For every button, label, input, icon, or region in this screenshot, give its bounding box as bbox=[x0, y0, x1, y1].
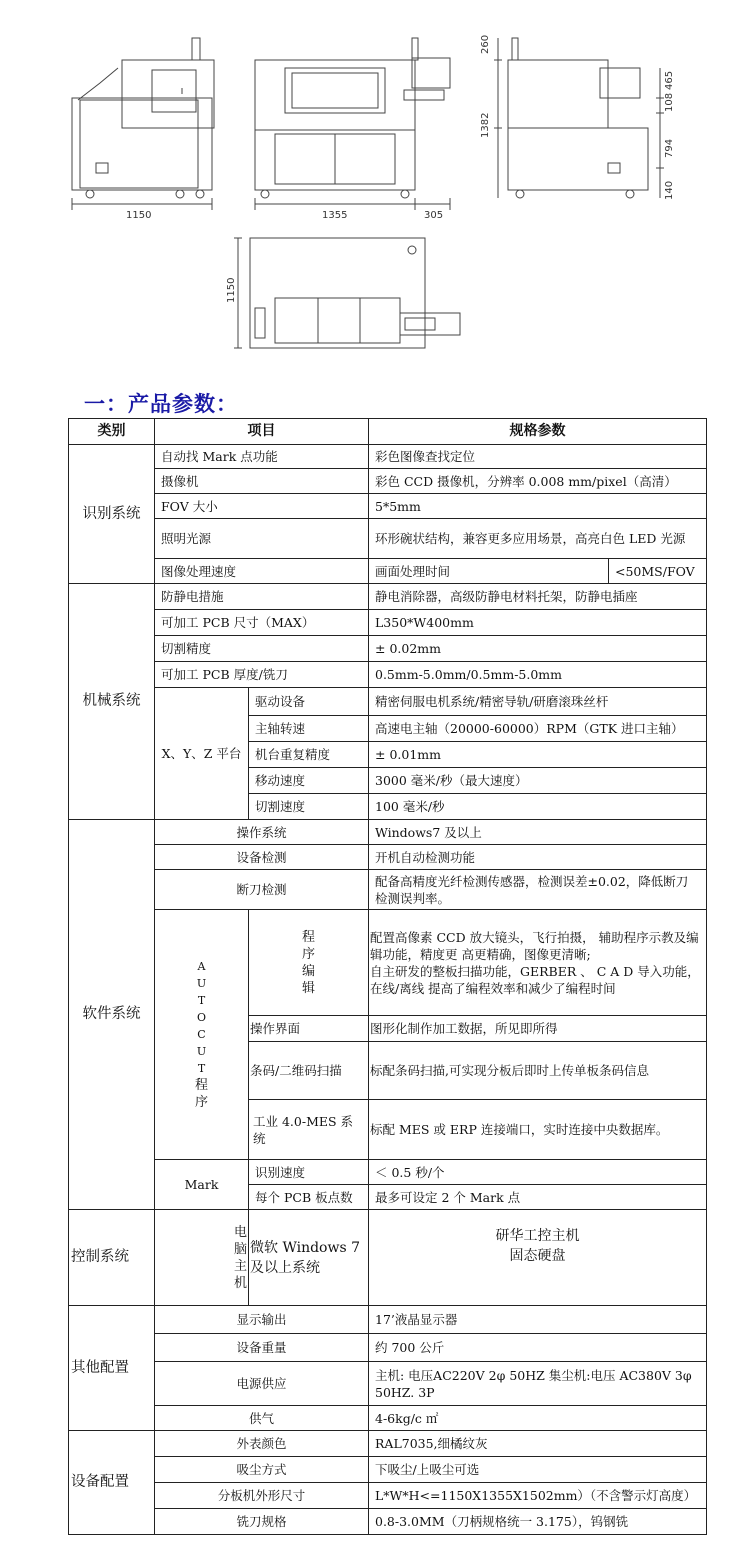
category-control: 控制系统 bbox=[69, 1210, 155, 1306]
item-cell: 切割速度 bbox=[249, 794, 369, 820]
spec-cell: 最多可设定 2 个 Mark 点 bbox=[369, 1185, 707, 1210]
item-cell: 每个 PCB 板点数 bbox=[249, 1185, 369, 1210]
item-cell: 可加工 PCB 尺寸（MAX） bbox=[155, 610, 369, 636]
autocut-char: T bbox=[197, 1062, 206, 1075]
section-heading: 一：产品参数： bbox=[84, 392, 238, 416]
side-view-left bbox=[72, 38, 214, 210]
item-cell: 外表颜色 bbox=[155, 1431, 369, 1457]
item-cell: 移动速度 bbox=[249, 768, 369, 794]
spec-cell: 画面处理时间 bbox=[369, 559, 609, 584]
computer-host-char: 电 bbox=[233, 1224, 247, 1240]
table-row bbox=[69, 610, 707, 636]
item-cell: 设备检测 bbox=[155, 845, 369, 870]
program-edit-spec bbox=[369, 910, 707, 1016]
xyz-platform-label: X、Y、Z 平台 bbox=[155, 688, 249, 820]
autocut-char: 序 bbox=[194, 1095, 208, 1110]
mark-label: Mark bbox=[155, 1160, 249, 1210]
spec-cell: 5*5mm bbox=[369, 494, 707, 519]
control-spec-cell bbox=[369, 1210, 707, 1306]
spec-cell: 约 700 公斤 bbox=[369, 1334, 707, 1362]
item-cell: 主轴转速 bbox=[249, 716, 369, 742]
autocut-char: 程 bbox=[194, 1078, 208, 1093]
table-row bbox=[69, 1457, 707, 1483]
spec-cell: 开机自动检测功能 bbox=[369, 845, 707, 870]
autocut-char: T bbox=[197, 994, 206, 1007]
item-cell: FOV 大小 bbox=[155, 494, 369, 519]
spec-cell: 100 毫米/秒 bbox=[369, 794, 707, 820]
table-row bbox=[69, 494, 707, 519]
spec-cell: 17’液晶显示器 bbox=[369, 1306, 707, 1334]
table-row bbox=[69, 1509, 707, 1535]
spec-cell: RAL7035,细橘纹灰 bbox=[369, 1431, 707, 1457]
dim-label-794: 794 bbox=[664, 138, 675, 158]
dim-label-1150-side: 1150 bbox=[126, 210, 152, 221]
category-equipment: 设备配置 bbox=[69, 1431, 155, 1535]
table-row bbox=[69, 820, 707, 845]
spec-cell: Windows7 及以上 bbox=[369, 820, 707, 845]
spec-cell: 标配条码扫描,可实现分板后即时上传单板条码信息 bbox=[369, 1042, 707, 1100]
item-cell: 可加工 PCB 厚度/铣刀 bbox=[155, 662, 369, 688]
table-row bbox=[69, 870, 707, 910]
spec-cell: L350*W400mm bbox=[369, 610, 707, 636]
spec-cell: 配备高精度光纤检测传感器，检测误差±0.02，降低断刀检测误判率。 bbox=[369, 870, 707, 910]
item-cell: 操作界面 bbox=[249, 1016, 369, 1042]
item-cell: 铣刀规格 bbox=[155, 1509, 369, 1535]
side-view-right bbox=[494, 38, 664, 198]
program-edit-spec-line: 配置高像素 CCD 放大镜头，飞行拍摄， 辅助程序示教及编辑功能，精度更 高更精确，图像更清晰; bbox=[370, 929, 699, 962]
table-row bbox=[69, 910, 707, 1016]
spec-cell: 下吸尘/上吸尘可选 bbox=[369, 1457, 707, 1483]
table-row bbox=[69, 469, 707, 494]
dim-label-140: 140 bbox=[664, 180, 675, 200]
dim-label-108: 108 bbox=[664, 92, 675, 112]
table-row bbox=[69, 1431, 707, 1457]
spec-cell: 高速电主轴（20000-60000）RPM（GTK 进口主轴） bbox=[369, 716, 707, 742]
spec-cell: 精密伺服电机系统/精密导轨/研磨滚珠丝杆 bbox=[369, 688, 707, 716]
computer-host-char: 机 bbox=[233, 1275, 247, 1291]
spec-cell: 环形碗状结构，兼容更多应用场景，高亮白色 LED 光源 bbox=[369, 519, 707, 559]
item-cell: 照明光源 bbox=[155, 519, 369, 559]
machine-drawings-svg bbox=[60, 28, 685, 358]
spec-cell: 0.5mm-5.0mm/0.5mm-5.0mm bbox=[369, 662, 707, 688]
table-row bbox=[69, 559, 707, 584]
control-spec-line: 固态硬盘 bbox=[509, 1248, 566, 1264]
spec-table bbox=[68, 418, 707, 1535]
computer-host-char: 主 bbox=[233, 1258, 247, 1274]
control-spec-line: 研华工控主机 bbox=[495, 1228, 580, 1244]
table-row bbox=[69, 1362, 707, 1406]
item-cell: 断刀检测 bbox=[155, 870, 369, 910]
autocut-char: A bbox=[197, 960, 206, 973]
item-cell: 吸尘方式 bbox=[155, 1457, 369, 1483]
table-row bbox=[69, 1334, 707, 1362]
spec-cell-secondary: <50MS/FOV bbox=[609, 559, 707, 584]
autocut-char: U bbox=[196, 977, 207, 990]
item-cell: 供气 bbox=[155, 1406, 369, 1431]
item-cell: 自动找 Mark 点功能 bbox=[155, 445, 369, 469]
header-item: 项目 bbox=[155, 419, 369, 445]
top-view bbox=[234, 238, 460, 348]
item-cell: 驱动设备 bbox=[249, 688, 369, 716]
spec-cell: 3000 毫米/秒（最大速度） bbox=[369, 768, 707, 794]
table-row bbox=[69, 662, 707, 688]
spec-cell: 图形化制作加工数据，所见即所得 bbox=[369, 1016, 707, 1042]
dim-label-305: 305 bbox=[424, 210, 444, 221]
program-char: 编 bbox=[301, 963, 315, 979]
spec-cell: 彩色 CCD 摄像机，分辨率 0.008 mm/pixel（高清） bbox=[369, 469, 707, 494]
spec-cell: L*W*H<=1150X1355X1502mm）（不含警示灯高度） bbox=[369, 1483, 707, 1509]
item-cell: 摄像机 bbox=[155, 469, 369, 494]
category-other: 其他配置 bbox=[69, 1306, 155, 1431]
item-cell: 图像处理速度 bbox=[155, 559, 369, 584]
computer-host-char: 脑 bbox=[233, 1241, 247, 1257]
item-cell: 机台重复精度 bbox=[249, 742, 369, 768]
front-view bbox=[255, 38, 450, 210]
spec-cell: 标配 MES 或 ERP 连接端口，实时连接中央数据库。 bbox=[369, 1100, 707, 1160]
dim-label-1355: 1355 bbox=[322, 210, 348, 221]
table-header-row bbox=[69, 419, 707, 445]
table-row bbox=[69, 1210, 707, 1306]
table-row bbox=[69, 584, 707, 610]
category-mechanical: 机械系统 bbox=[69, 584, 155, 820]
autocut-char: C bbox=[197, 1028, 206, 1041]
dim-label-1150-top: 1150 bbox=[226, 277, 237, 303]
header-spec: 规格参数 bbox=[369, 419, 707, 445]
item-cell: 防静电措施 bbox=[155, 584, 369, 610]
item-cell: 工业 4.0-MES 系统 bbox=[249, 1100, 369, 1160]
table-row bbox=[69, 445, 707, 469]
spec-cell: ＜ 0.5 秒/个 bbox=[369, 1160, 707, 1185]
spec-cell: ± 0.02mm bbox=[369, 636, 707, 662]
control-os-cell: 微软 Windows 7 及以上系统 bbox=[249, 1210, 369, 1306]
autocut-char: O bbox=[196, 1011, 207, 1024]
table-row bbox=[69, 519, 707, 559]
category-recognition: 识别系统 bbox=[69, 445, 155, 584]
item-cell: 分板机外形尺寸 bbox=[155, 1483, 369, 1509]
dim-label-1382: 1382 bbox=[480, 112, 491, 138]
program-edit-label bbox=[249, 910, 369, 1016]
table-row bbox=[69, 1306, 707, 1334]
table-row bbox=[69, 688, 707, 716]
computer-host-label bbox=[155, 1210, 249, 1306]
machine-drawings bbox=[60, 28, 685, 358]
item-cell: 电源供应 bbox=[155, 1362, 369, 1406]
table-row bbox=[69, 845, 707, 870]
autocut-label bbox=[155, 910, 249, 1160]
item-cell: 显示输出 bbox=[155, 1306, 369, 1334]
table-row bbox=[69, 1160, 707, 1185]
header-category: 类别 bbox=[69, 419, 155, 445]
dim-label-465: 465 bbox=[664, 70, 675, 90]
program-char: 辑 bbox=[301, 980, 315, 996]
item-cell: 条码/二维码扫描 bbox=[249, 1042, 369, 1100]
spec-cell: 4-6kg/c ㎡ bbox=[369, 1406, 707, 1431]
spec-cell: 彩色图像查找定位 bbox=[369, 445, 707, 469]
item-cell: 识别速度 bbox=[249, 1160, 369, 1185]
program-char: 程 bbox=[301, 929, 315, 945]
program-edit-spec-line: 自主研发的整板扫描功能，GERBER 、 C A D 导入功能，在线/离线 提高了编程效率和减少了编程时间 bbox=[370, 963, 700, 996]
program-char: 序 bbox=[301, 946, 315, 962]
spec-cell: ± 0.01mm bbox=[369, 742, 707, 768]
category-software: 软件系统 bbox=[69, 820, 155, 1210]
item-cell: 操作系统 bbox=[155, 820, 369, 845]
table-row bbox=[69, 1406, 707, 1431]
item-cell: 设备重量 bbox=[155, 1334, 369, 1362]
spec-cell: 0.8-3.0MM（刀柄规格统一 3.175），钨钢铣 bbox=[369, 1509, 707, 1535]
dim-label-260: 260 bbox=[480, 34, 491, 54]
table-row bbox=[69, 636, 707, 662]
table-row bbox=[69, 1483, 707, 1509]
item-cell: 切割精度 bbox=[155, 636, 369, 662]
autocut-char: U bbox=[196, 1045, 207, 1058]
spec-cell: 静电消除器，高级防静电材料托架，防静电插座 bbox=[369, 584, 707, 610]
spec-cell: 主机: 电压AC220V 2φ 50HZ 集尘机:电压 AC380V 3φ 50HZ. 3P bbox=[369, 1362, 707, 1406]
